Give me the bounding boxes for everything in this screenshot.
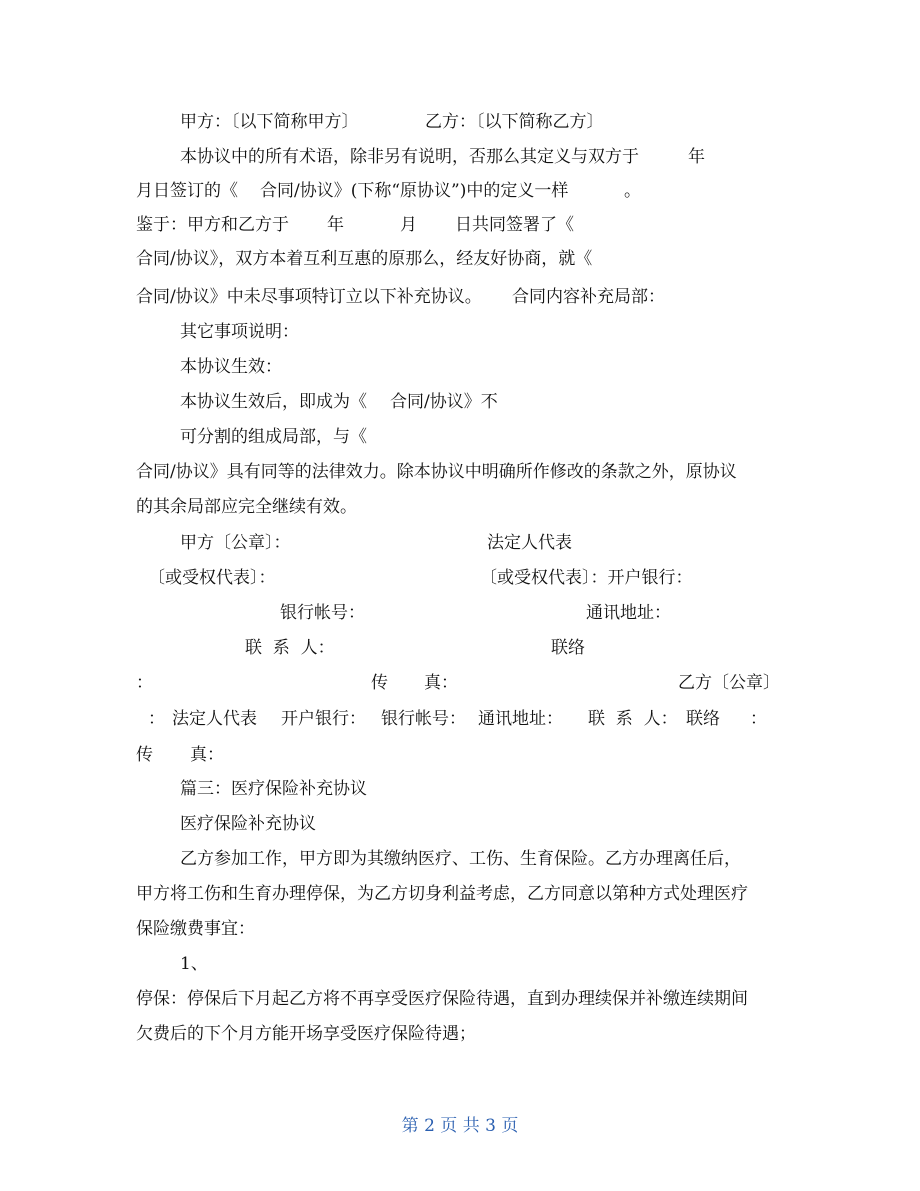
text-segment: 。 [624, 181, 641, 201]
text-line [0, 599, 920, 627]
text-line [0, 318, 920, 346]
text-segment: 乙方〔公章〕 [678, 673, 780, 693]
text-segment: 1、 [180, 954, 208, 974]
text-segment: 的其余局部应完全继续有效。 [136, 497, 357, 517]
text-segment: 年 [688, 147, 705, 167]
text-segment: 开户银行： [281, 709, 366, 729]
text-segment: 传 [136, 745, 153, 765]
text-segment: 保险缴费事宜： [136, 919, 255, 939]
text-line [0, 950, 920, 978]
text-segment: 合同/协议》(下称“原协议”)中的定义一样 [260, 181, 569, 201]
text-segment: 法定人代表 [487, 533, 572, 553]
text-segment: 〔或受权代表〕： [148, 568, 276, 588]
text-segment: 本协议生效： [180, 357, 282, 377]
text-line [0, 353, 920, 381]
text-segment: 传 [371, 673, 388, 693]
text-segment: 欠费后的下个月方能开场享受医疗保险待遇； [136, 1024, 476, 1044]
text-segment: 医疗保险补充协议 [180, 814, 316, 834]
text-line [0, 985, 920, 1013]
text-segment: 法定人代表 [172, 709, 257, 729]
text-segment: 本协议生效后，即成为《 [180, 392, 367, 412]
text-segment: 合同/协议》，双方本着互利互惠的原那么，经友好协商，就《 [136, 249, 593, 269]
text-segment: 银行帐号： [381, 709, 466, 729]
text-line [0, 177, 920, 205]
text-segment: 联 系 人： [588, 709, 678, 729]
text-segment: 联 系 人： [245, 638, 335, 658]
text-segment: 甲方〔公章〕： [180, 533, 291, 553]
text-segment: 合同/协议》中未尽事项特订立以下补充协议。 [136, 287, 482, 307]
text-segment: 合同内容补充局部： [512, 287, 665, 307]
text-line [0, 705, 920, 733]
text-segment: ： [136, 673, 153, 693]
text-segment: 甲方：〔以下简称甲方〕 [180, 112, 359, 132]
text-line [0, 493, 920, 521]
text-segment: 月 [400, 215, 417, 235]
text-segment: 其它事项说明： [180, 322, 299, 342]
text-segment: 真： [424, 673, 458, 693]
text-segment: 联络 [551, 638, 585, 658]
text-line [0, 423, 920, 451]
text-segment: 停保：停保后下月起乙方将不再享受医疗保险待遇，直到办理续保并补缴连续期间 [136, 989, 748, 1009]
text-segment: 合同/协议》不 [390, 392, 498, 412]
text-line [0, 529, 920, 557]
text-line [0, 564, 920, 592]
text-line [0, 915, 920, 943]
text-segment: 鉴于：甲方和乙方于 [136, 215, 289, 235]
text-line [0, 211, 920, 239]
text-segment: 合同/协议》具有同等的法律效力。除本协议中明确所作修改的条款之外，原协议 [136, 462, 737, 482]
text-line [0, 143, 920, 171]
text-segment: 可分割的组成局部，与《 [180, 427, 367, 447]
text-line [0, 458, 920, 486]
text-segment: ： [148, 709, 165, 729]
text-segment: 联络 [686, 709, 720, 729]
text-segment: 日共同签署了《 [455, 215, 574, 235]
text-line [0, 1020, 920, 1048]
text-line [0, 283, 920, 311]
text-segment: 年 [327, 215, 344, 235]
text-segment: ： [750, 709, 767, 729]
text-line [0, 108, 920, 136]
text-line [0, 741, 920, 769]
text-segment: 月日签订的《 [136, 181, 238, 201]
text-line [0, 669, 920, 697]
text-segment: 银行帐号： [280, 603, 365, 623]
text-segment: 乙方：〔以下简称乙方〕 [425, 112, 604, 132]
text-line [0, 810, 920, 838]
text-segment: 通讯地址： [478, 709, 563, 729]
text-segment: 本协议中的所有术语，除非另有说明，否那么其定义与双方于 [180, 147, 639, 167]
text-segment: 〔或受权代表〕：开户银行： [480, 568, 693, 588]
text-segment: 篇三：医疗保险补充协议 [180, 779, 367, 799]
text-line [0, 880, 920, 908]
text-line [0, 245, 920, 273]
text-segment: 通讯地址： [586, 603, 671, 623]
text-segment: 真： [190, 745, 224, 765]
text-segment: 乙方参加工作，甲方即为其缴纳医疗、工伤、生育保险。乙方办理离任后， [180, 849, 741, 869]
page-footer: 第 2 页 共 3 页 [401, 1116, 519, 1136]
text-segment: 甲方将工伤和生育办理停保，为乙方切身利益考虑，乙方同意以第种方式处理医疗 [136, 884, 748, 904]
text-line [0, 775, 920, 803]
text-line [0, 634, 920, 662]
text-line [0, 388, 920, 416]
text-line [0, 845, 920, 873]
